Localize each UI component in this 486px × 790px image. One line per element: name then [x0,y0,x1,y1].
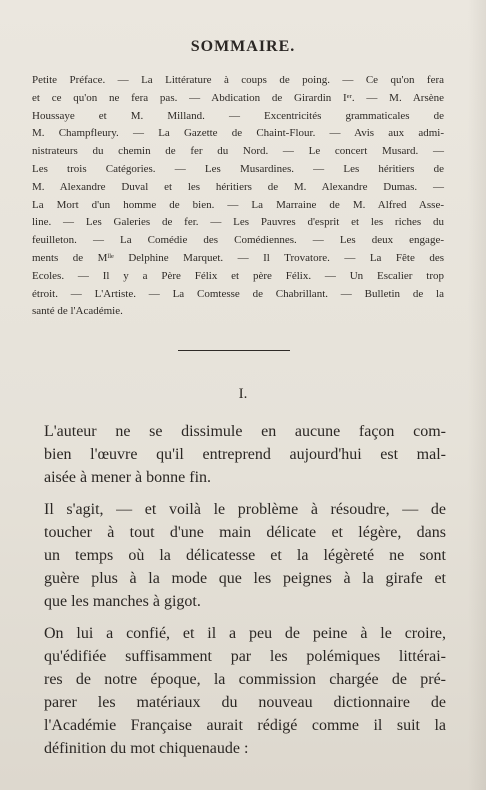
body-line: l'Académie Française aurait rédigé comme il suit la [44,717,446,734]
summary-line: Les trois Catégories. — Les Musardines. — Les héritiers de [32,162,444,175]
summary-line: ments de Mˡˡᵉ Delphine Marquet. — Il Trovatore. — La Fête des [32,251,444,264]
body-line: parer les matériaux du nouveau dictionnaire de [44,694,446,711]
summary-line: Petite Préface. — La Littérature à coups de poing. — Ce qu'on fera [32,74,444,86]
section-divider [178,350,290,351]
body-line: qu'édifiée suffisamment par les polémiques littérai- [44,648,446,665]
summary-line: feuilleton. — La Comédie des Comédiennes. — Les deux engage- [32,234,444,247]
summary-block [32,72,444,321]
summary-line: M. Alexandre Duval et les héritiers de M. Alexandre Dumas. — [32,180,444,193]
body-line: aisée à mener à bonne fin. [44,469,212,486]
body-line: On lui a confié, et il a peu de peine à le croire, [44,625,446,642]
summary-line: et ce qu'on ne fera pas. — Abdication de Girardin Iᵉʳ. — M. Arsène [32,91,444,104]
body-line: toucher à tout d'une main délicate et légère, dans [44,524,446,541]
summary-line: santé de l'Académie. [32,305,123,318]
summary-line: line. — Les Galeries de fer. — Les Pauvres d'esprit et les riches du [32,216,444,229]
summary-line: La Mort d'un homme de bien. — La Marraine de M. Alfred Asse- [32,198,444,211]
paragraph [44,420,446,489]
body-line: L'auteur ne se dissimule en aucune façon com- [44,423,446,440]
body-line: bien l'œuvre qu'il entreprend aujourd'hui est mal- [44,446,446,463]
section-number: I. [238,386,248,402]
summary-line: Houssaye et M. Milland. — Excentricités grammaticales de [32,109,444,122]
body-line: définition du mot chiquenaude : [44,740,249,757]
body-text [44,420,446,760]
body-line: res de notre époque, la commission chargée de pré- [44,671,446,688]
body-line: guère plus à la mode que les peignes à la girafe et [44,570,446,587]
body-line: un temps où la délicatesse et la légèreté ne sont [44,547,446,564]
body-line: que les manches à gigot. [44,593,201,610]
page-edge-shadow [468,0,486,790]
summary-line: M. Champfleury. — La Gazette de Chaint-Flour. — Avis aux admi- [32,127,444,140]
summary-line: nistrateurs du chemin de fer du Nord. — Le concert Musard. — [32,145,444,158]
summary-line: étroit. — L'Artiste. — La Comtesse de Chabrillant. — Bulletin de la [32,287,444,300]
summary-title: SOMMAIRE. [190,38,296,55]
paragraph [44,498,446,613]
body-line: Il s'agit, — et voilà le problème à résoudre, — de [44,501,446,518]
summary-line: Ecoles. — Il y a Père Félix et père Félix. — Un Escalier trop [32,269,444,282]
paragraph [44,622,446,760]
